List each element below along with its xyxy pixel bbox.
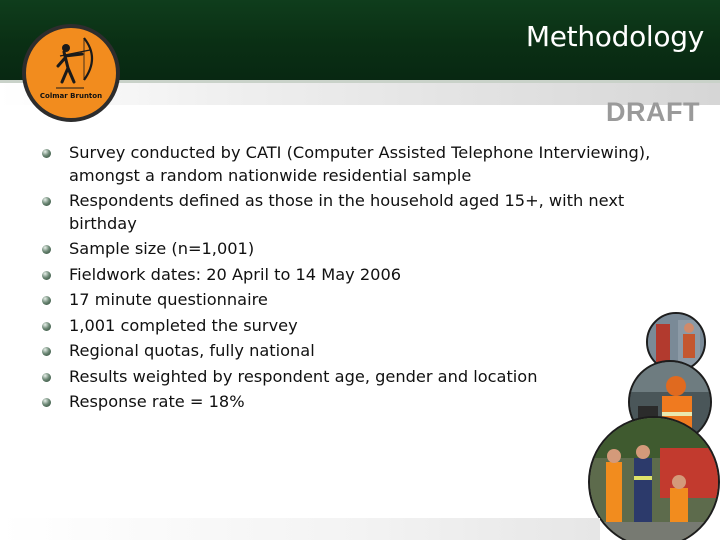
list-item-text: Sample size (n=1,001) — [69, 239, 255, 258]
archer-icon — [44, 36, 100, 96]
bullet-dot-icon — [42, 322, 51, 331]
bullet-dot-icon — [42, 271, 51, 280]
bullet-dot-icon — [42, 398, 51, 407]
list-item — [42, 391, 652, 414]
list-item-text: Respondents defined as those in the household aged 15+, with next birthday — [69, 191, 625, 233]
company-logo — [22, 24, 120, 122]
logo-text: Colmar Brunton — [39, 92, 103, 100]
slide-title: Methodology — [525, 20, 704, 53]
list-item-text: Fieldwork dates: 20 April to 14 May 2006 — [69, 264, 402, 284]
list-item — [42, 366, 652, 389]
bullet-dot-icon — [42, 245, 51, 254]
bullet-list — [42, 142, 652, 417]
list-item — [42, 340, 652, 363]
list-item — [42, 238, 652, 261]
bullet-dot-icon — [42, 347, 51, 356]
photo-emergency-crew — [588, 416, 720, 540]
draft-label: DRAFT — [606, 97, 700, 127]
footer-band — [0, 518, 600, 540]
list-item — [42, 142, 652, 187]
bullet-dot-icon — [42, 296, 51, 305]
list-item — [42, 289, 652, 312]
list-item-text: 1,001 completed the survey — [69, 315, 298, 335]
list-item — [42, 264, 652, 287]
list-item-text: Survey conducted by CATI (Computer Assisted Telephone Interviewing), amongst a random nationwide residential sample — [69, 143, 651, 185]
bullet-dot-icon — [42, 197, 51, 206]
list-item-text: Response rate = 18% — [69, 392, 245, 411]
list-item-text: Results weighted by respondent age, gender and location — [69, 366, 538, 386]
list-item-text: Regional quotas, fully national — [69, 341, 315, 360]
list-item-text: 17 minute questionnaire — [69, 290, 268, 309]
list-item — [42, 190, 652, 235]
bullet-dot-icon — [42, 373, 51, 382]
list-item — [42, 315, 652, 338]
bullet-dot-icon — [42, 149, 51, 158]
